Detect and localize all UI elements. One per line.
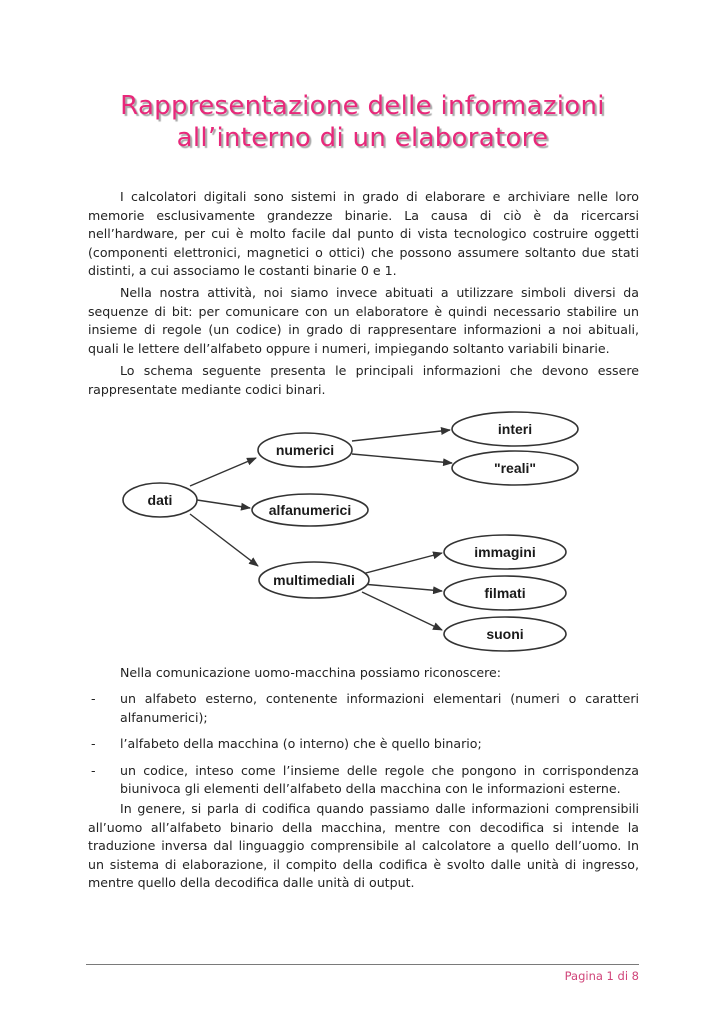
list-item-text: l’alfabeto della macchina (o interno) che è quello binario;	[120, 736, 482, 751]
label-alfanumerici: alfanumerici	[268, 502, 352, 518]
list-item-text: un codice, inteso come l’insieme delle regole che pongono in corrispondenza biunivoca gli elementi dell’alfabeto della macchina con le informazioni esterne.	[120, 762, 639, 796]
list-item-text: un alfabeto esterno, contenente informazioni elementari (numeri o caratteri alfanumerici);	[120, 691, 639, 725]
paragraph-2: Nella nostra attività, noi siamo invece abituati a utilizzare simboli diversi da sequenze di bit: per comunicare con un elaboratore è quindi necessario stabilire un insieme di regole (un codice) in grado di rappresentare informazioni a noi abituali, quali le lettere dell’alfabeto oppure i numeri, impiegando soltanto variabili binarie.	[88, 285, 639, 356]
arrow-multimediali-immagini	[362, 553, 442, 574]
list-intro: Nella comunicazione uomo-macchina possiamo riconoscere:	[120, 665, 502, 680]
arrow-dati-numerici	[190, 458, 256, 486]
page-number: Pagina 1 di 8	[564, 969, 639, 983]
label-suoni: suoni	[486, 626, 524, 642]
title-line-1: Rappresentazione delle informazioni	[120, 91, 605, 121]
dash-marker: -	[91, 762, 96, 778]
dash-marker: -	[91, 736, 96, 751]
title-line-2: all’interno di un elaboratore	[176, 123, 549, 153]
label-filmati: filmati	[484, 585, 526, 601]
label-dati: dati	[147, 492, 173, 508]
paragraph-3: Lo schema seguente presenta le principali informazioni che devono essere rappresentate mediante codici binari.	[88, 363, 639, 397]
arrow-dati-multimediali	[190, 514, 258, 566]
footer-divider	[86, 964, 639, 965]
arrow-numerici-interi	[352, 430, 450, 441]
label-interi: interi	[497, 421, 533, 437]
list-item	[88, 690, 639, 727]
dash-marker: -	[91, 691, 96, 706]
list-item	[88, 735, 639, 754]
arrow-multimediali-filmati	[362, 584, 442, 591]
bullet-list	[88, 690, 639, 807]
arrow-multimediali-suoni	[362, 592, 442, 630]
label-reali: "reali"	[493, 460, 537, 476]
arrow-numerici-reali	[352, 454, 452, 463]
closing-paragraph: In genere, si parla di codifica quando passiamo dalle informazioni comprensibili all’uomo all’alfabeto binario della macchina, mentre con decodifica si intende la traduzione inversa dal linguaggio comprensibile al calcolatore a quello dell’uomo. In un sistema di elaborazione, il compito della codifica è svolto dalle unità di ingresso, mentre quello della decodifica dalle unità di output.	[88, 801, 639, 890]
label-multimediali: multimediali	[273, 572, 355, 588]
label-numerici: numerici	[275, 442, 335, 458]
list-item	[88, 762, 639, 799]
paragraph-1: I calcolatori digitali sono sistemi in grado di elaborare e archiviare nelle loro memorie esclusivamente grandezze binarie. La causa di ciò è da ricercarsi nell’hardware, per cui è molto facile dal punto di vista tecnologico costruire oggetti (componenti elettronici, magnetici o ottici) che possono assumere soltanto due stati distinti, a cui associamo le costanti binarie 0 e 1.	[88, 189, 639, 278]
arrow-dati-alfanumerici	[197, 500, 250, 508]
label-immagini: immagini	[474, 544, 536, 560]
